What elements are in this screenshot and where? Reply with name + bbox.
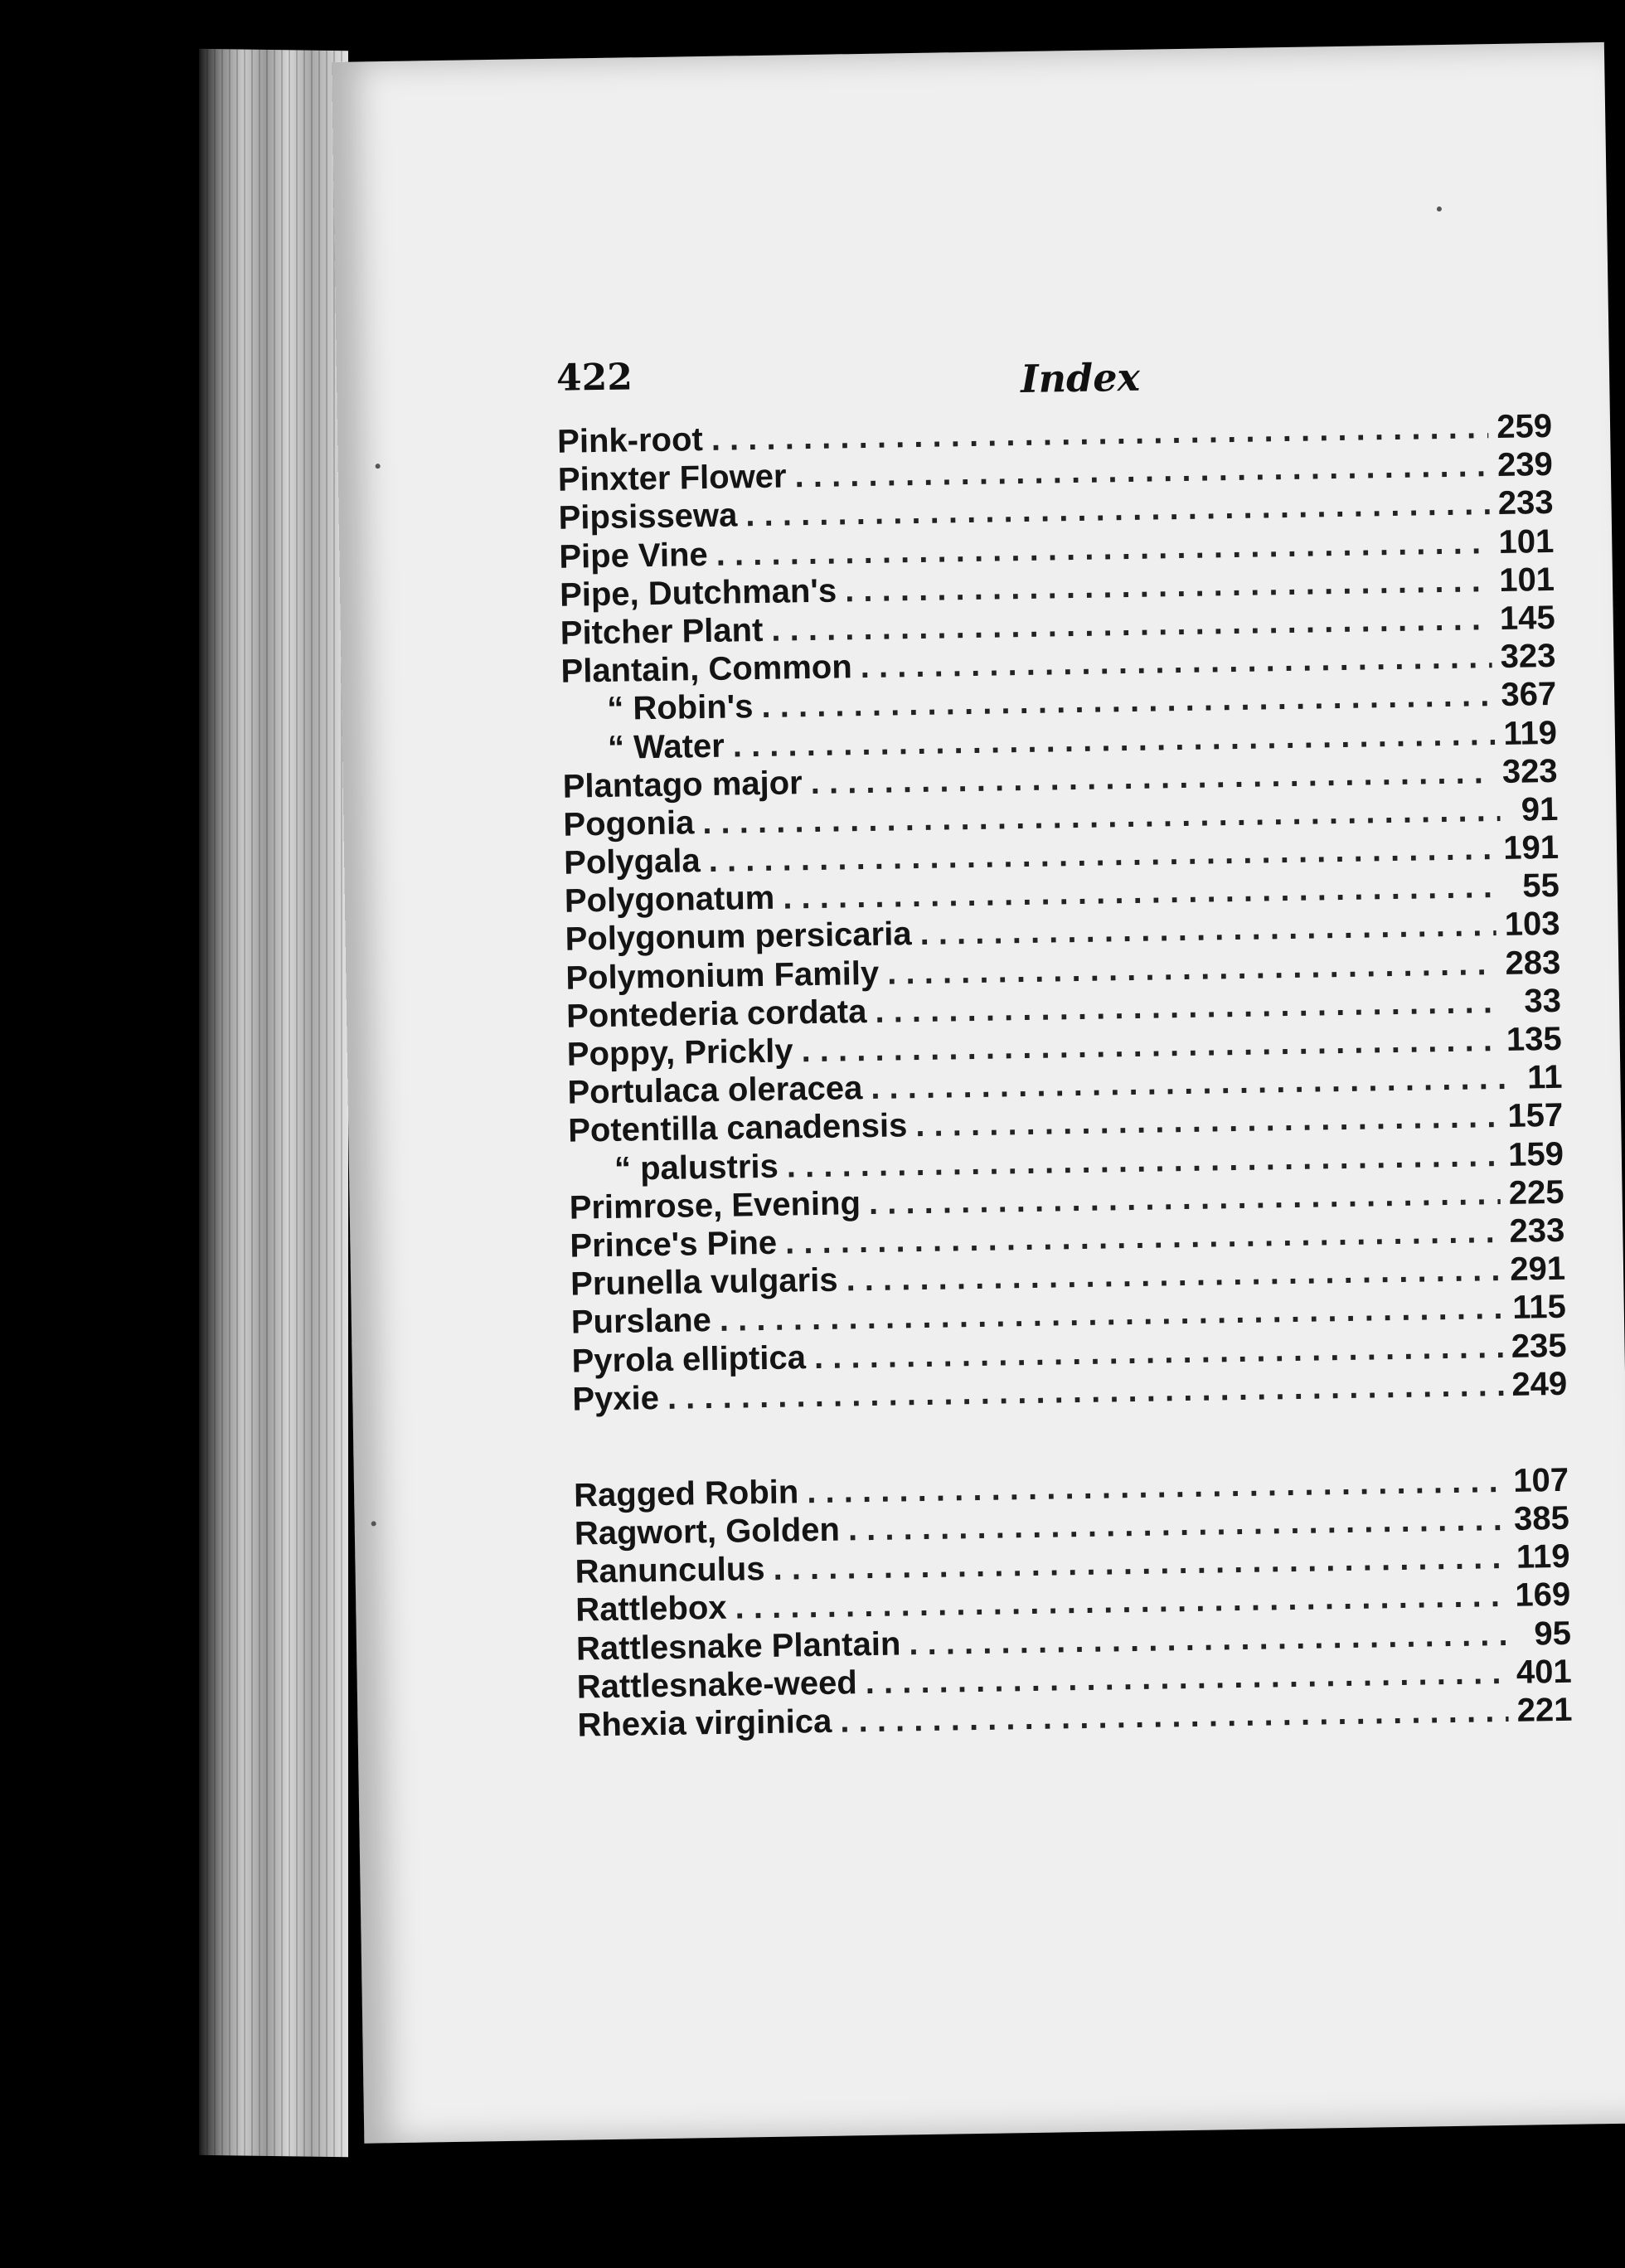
index-page-number: 135 [1506, 1020, 1563, 1058]
index-term: Polygonum persicaria [565, 915, 912, 959]
index-term: Rattlesnake Plantain [575, 1625, 901, 1668]
index-term: Pipe Vine [559, 536, 709, 575]
index-page-number: 323 [1501, 752, 1558, 790]
index-page-number: 103 [1504, 906, 1560, 944]
index-term: Prunella vulgaris [570, 1261, 838, 1303]
index-term: Potentilla canadensis [567, 1107, 908, 1150]
index-term: Ragwort, Golden [574, 1511, 841, 1552]
index-page-number: 239 [1496, 446, 1554, 484]
index-page-number: 169 [1515, 1576, 1571, 1615]
index-term: Plantain, Common [560, 648, 853, 690]
paper-speck [1437, 206, 1442, 211]
book-page-edges [199, 49, 348, 2158]
index-page-number: 101 [1498, 561, 1555, 599]
index-term: Pink-root [556, 421, 704, 460]
index-term: Pyrola elliptica [571, 1338, 807, 1380]
index-page-number: 259 [1496, 407, 1553, 445]
index-term: Pipe, Dutchman's [559, 572, 837, 614]
index-page-number: 221 [1516, 1691, 1573, 1729]
index-term: Rattlesnake-weed [576, 1664, 858, 1706]
index-page-number: 107 [1512, 1461, 1569, 1499]
index-term: Pogonia [563, 804, 695, 843]
index-term: Poppy, Prickly [566, 1032, 793, 1073]
index-page-number: 249 [1511, 1365, 1568, 1403]
index-list [557, 408, 1573, 1746]
index-term: Primrose, Evening [569, 1184, 861, 1226]
index-page-number: 225 [1508, 1173, 1564, 1212]
index-page-number: 119 [1503, 714, 1558, 752]
index-term: Rattlebox [575, 1590, 727, 1629]
index-page-number: 159 [1507, 1135, 1564, 1173]
index-term: Purslane [570, 1302, 712, 1341]
running-title: Index [1020, 354, 1141, 401]
index-page-number: 91 [1521, 790, 1559, 828]
paper-speck [371, 1521, 376, 1526]
index-page-number: 235 [1511, 1327, 1567, 1365]
index-term: “ Water [607, 727, 725, 766]
page-header [556, 342, 1552, 415]
index-term: “ palustris [614, 1148, 779, 1187]
index-term: Polygala [563, 843, 701, 881]
index-page-number: 95 [1534, 1615, 1572, 1653]
index-page-number: 367 [1501, 676, 1557, 714]
index-page-number: 11 [1526, 1059, 1563, 1096]
index-term: Polygonatum [564, 879, 775, 920]
index-page-number: 191 [1502, 828, 1560, 867]
index-page-number: 157 [1507, 1097, 1564, 1135]
index-page-number: 401 [1516, 1653, 1573, 1691]
index-term: Polymonium Family [565, 954, 880, 997]
index-term: Pontederia cordata [565, 993, 867, 1035]
index-term: Plantago major [562, 764, 803, 805]
index-page-number: 283 [1505, 944, 1561, 982]
index-page-number: 233 [1497, 484, 1554, 522]
index-page-number: 385 [1513, 1499, 1570, 1537]
index-term: “ Robin's [606, 688, 754, 728]
paper-speck [376, 464, 381, 469]
index-page-number: 33 [1524, 982, 1562, 1020]
index-page-number: 101 [1498, 522, 1555, 561]
index-term: Pipsissewa [558, 497, 738, 537]
index-term: Pinxter Flower [557, 458, 787, 498]
index-term: Ranunculus [575, 1551, 765, 1591]
index-term: Prince's Pine [570, 1224, 778, 1265]
index-term: Portulaca oleracea [567, 1070, 863, 1111]
index-page-number: 55 [1521, 867, 1560, 905]
index-term: Rhexia virginica [577, 1702, 832, 1744]
index-page-number: 145 [1499, 599, 1556, 637]
index-page-number: 119 [1516, 1538, 1570, 1576]
index-page-number: 291 [1509, 1250, 1566, 1288]
index-term: Ragged Robin [573, 1474, 799, 1514]
index-page-number: 323 [1500, 638, 1556, 676]
index-term: Pyxie [572, 1379, 660, 1418]
index-term: Pitcher Plant [560, 611, 764, 652]
page-number: 422 [555, 356, 633, 400]
index-page-number: 115 [1511, 1289, 1567, 1327]
index-page-number: 233 [1509, 1212, 1565, 1250]
book-page [332, 42, 1625, 2144]
